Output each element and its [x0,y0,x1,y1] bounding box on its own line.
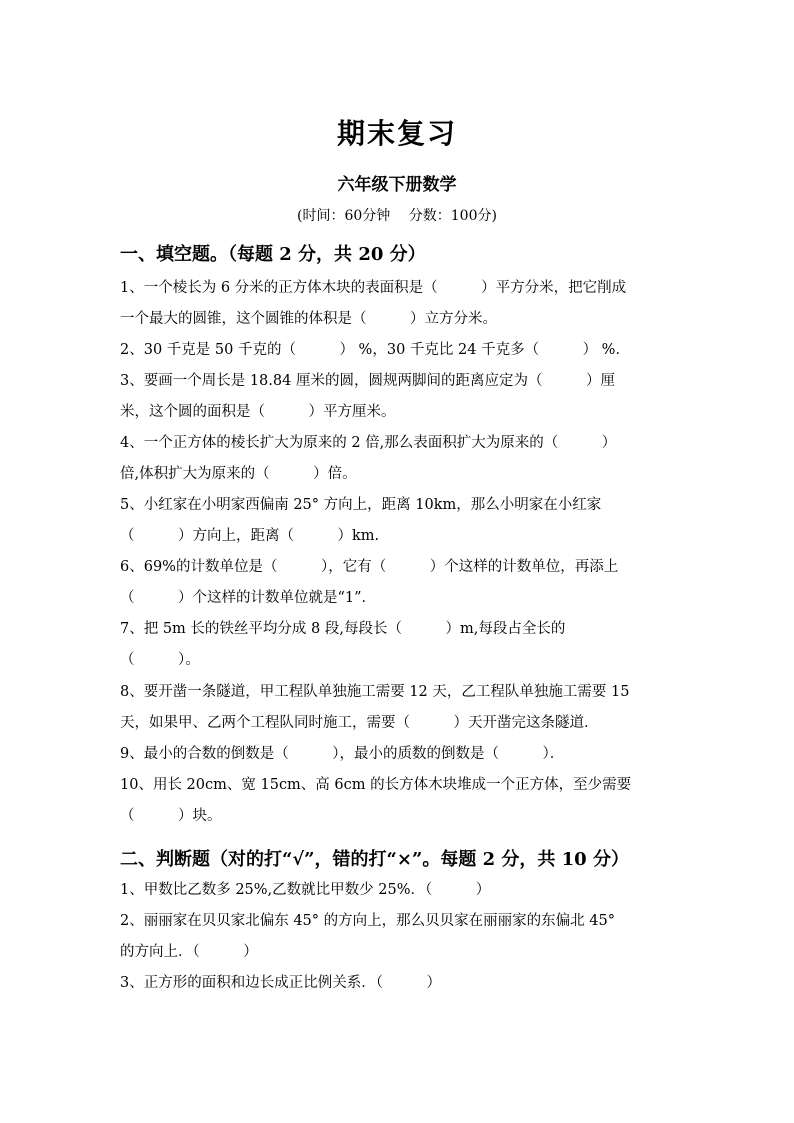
question-line: 倍,体积扩大为原来的（ ）倍。 [120,466,357,482]
question-line: 米，这个圆的面积是（ ）平方厘米。 [120,404,396,420]
question-line: 1、甲数比乙数多 25%,乙数就比甲数少 25%．（ ） [120,882,491,898]
question-line: （ ）个这样的计数单位就是“1”． [120,590,377,606]
question-line: （ ）方向上，距离（ ）km. [120,528,380,544]
question-line: 3、正方形的面积和边长成正比例关系．（ ） [120,975,441,991]
page-subtitle: 六年级下册数学 [337,175,457,195]
question-line: 5、小红家在小明家西偏南 25° 方向上，距离 10km，那么小明家在小红家 [120,497,602,513]
question-line: 8、要开凿一条隧道，甲工程队单独施工需要 12 天，乙工程队单独施工需要 15 [120,684,630,700]
exam-time-score: (时间：60分钟 分数：100分) [297,208,497,224]
section-1-heading: 一、填空题。（每题 2 分，共 20 分） [120,244,426,265]
question-line: （ ）。 [120,652,200,668]
question-line: 7、把 5m 长的铁丝平均分成 8 段,每段长（ ）m,每段占全长的 [120,621,566,637]
question-line: 1、一个棱长为 6 分米的正方体木块的表面积是（ ）平方分米，把它削成 [120,280,627,296]
section-2-heading: 二、判断题（对的打“√”，错的打“×”。每题 2 分，共 10 分） [120,849,629,870]
question-line: 的方向上．（ ） [120,944,258,960]
page-title: 期末复习 [336,117,457,150]
question-line: 2、丽丽家在贝贝家北偏东 45° 的方向上，那么贝贝家在丽丽家的东偏北 45° [120,913,615,929]
question-line: 2、30 千克是 50 千克的（ ） %，30 千克比 24 千克多（ ） %． [120,342,630,358]
question-line: 9、最小的合数的倒数是（ ），最小的质数的倒数是（ ）． [120,746,565,762]
question-line: （ ）块。 [120,808,222,824]
question-line: 6、69%的计数单位是（ ），它有（ ）个这样的计数单位，再添上 [120,559,619,575]
question-line: 天，如果甲、乙两个工程队同时施工，需要（ ）天开凿完这条隧道． [120,715,599,731]
question-line: 3、要画一个周长是 18.84 厘米的圆，圆规两脚间的距离应定为（ ）厘 [120,373,615,389]
question-line: 一个最大的圆锥，这个圆锥的体积是（ ）立方分米。 [120,311,497,327]
question-line: 10、用长 20cm、宽 15cm、高 6cm 的长方体木块堆成一个正方体，至少需要 [120,777,632,793]
question-line: 4、一个正方体的棱长扩大为原来的 2 倍,那么表面积扩大为原来的（ ） [120,435,617,451]
